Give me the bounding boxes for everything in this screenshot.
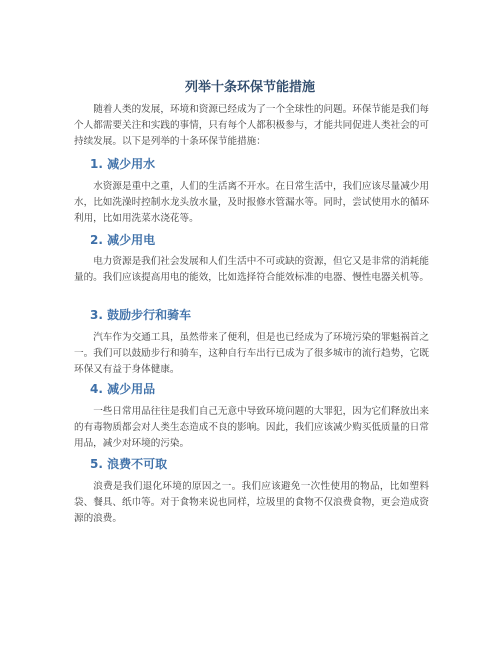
document-title: 列举十条环保节能措施 bbox=[184, 80, 315, 95]
section-body-reduce-goods: 一些日常用品往往是我们自己无意中导致环境问题的大罪犯，因为它们释放出来的有毒物质都会对人类生态造成不良的影响。因此，我们应该减少购买低质量的日常用品，减少对环境的污染。 bbox=[74, 406, 429, 449]
section-body-no-waste: 浪费是我们退化环境的原因之一。我们应该避免一次性使用的物品，比如塑料袋、餐具、纸巾等。对于食物来说也同样，垃圾里的食物不仅浪费食物，更会造成资源的浪费。 bbox=[74, 481, 429, 524]
section-heading-reduce-goods: 4. 减少用品 bbox=[90, 382, 156, 396]
section-heading-reduce-electricity: 2. 减少用电 bbox=[90, 233, 156, 247]
section-heading-reduce-water: 1. 减少用水 bbox=[90, 157, 156, 171]
section-body-reduce-electricity: 电力资源是我们社会发展和人们生活中不可或缺的资源，但它又是非常的消耗能量的。我们应该提高用电的能效，比如选择符合能效标准的电器、慢性电器关机等。 bbox=[74, 256, 429, 283]
section-body-reduce-water: 水资源是重中之重，人们的生活离不开水。在日常生活中，我们应该尽量减少用水，比如洗澡时控制水龙头放水量，及时报修水管漏水等。同时，尝试使用水的循环利用，比如用洗菜水浇花等。 bbox=[74, 181, 429, 224]
intro-paragraph: 随着人类的发展，环境和资源已经成为了一个全球性的问题。环保节能是我们每个人都需要关注和实践的事情，只有每个人都积极参与，才能共同促进人类社会的可持续发展。以下是列举的十条环保节能措施： bbox=[74, 104, 429, 147]
section-body-walk-and-cycle: 汽车作为交通工具，虽然带来了便利，但是也已经成为了环境污染的罪魁祸首之一。我们可以鼓励步行和骑车，这种自行车出行已成为了很多城市的流行趋势，它既环保又有益于身体健康。 bbox=[74, 332, 429, 375]
section-heading-walk-and-cycle: 3. 鼓励步行和骑车 bbox=[90, 308, 192, 322]
section-heading-no-waste: 5. 浪费不可取 bbox=[90, 457, 168, 471]
